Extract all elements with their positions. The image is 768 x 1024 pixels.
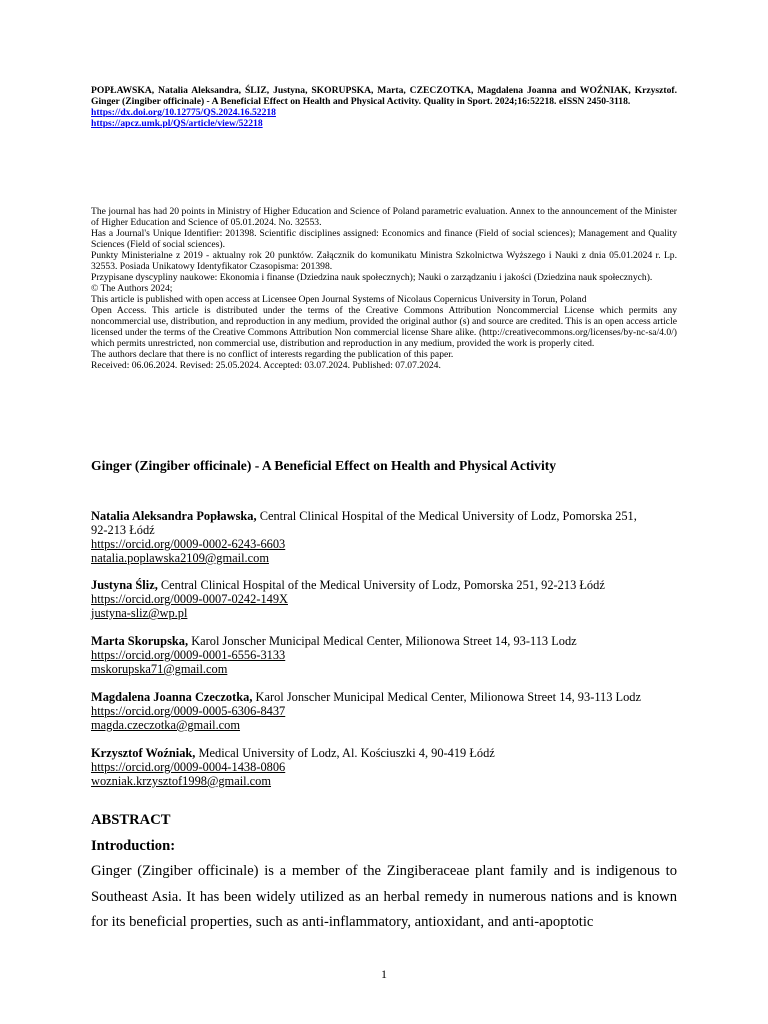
orcid-link[interactable]: https://orcid.org/0009-0004-1438-0806 xyxy=(91,760,286,774)
journal-info-line: Received: 06.06.2024. Revised: 25.05.2024. Accepted: 03.07.2024. Published: 07.07.2024. xyxy=(91,360,441,371)
introduction-paragraph: Ginger (Zingiber officinale) is a member of the Zingiberaceae plant family and is indigenous to Southeast Asia. It has been widely utilized as an herbal remedy in numerous nations and is known for its beneficial properties, such as anti-inflammatory, antioxidant, and anti-apoptotic xyxy=(91,863,677,930)
author-name: Magdalena Joanna Czeczotka, xyxy=(91,690,253,704)
journal-info-line: Open Access. This article is distributed under the terms of the Creative Commons Attribution Noncommercial License which permits any noncommercial use, distribution, and reproduction in any medium, provided the original author (s) and source are credited. This is an open access article licensed under the terms of the Creative Commons Attribution Non commercial license Share alike. (http://creativecommons.org/licenses/by-nc-sa/4.0/) which permits unrestricted, non commercial use, distribution and reproduction in any medium, provided the work is properly cited. xyxy=(91,305,677,349)
journal-info-line: Has a Journal's Unique Identifier: 201398. Scientific disciplines assigned: Economics and finance (Field of social sciences); Management and Quality Sciences (Field of social sciences). xyxy=(91,228,677,250)
journal-info-line: Punkty Ministerialne z 2019 - aktualny rok 20 punktów. Załącznik do komunikatu Ministra Szkolnictwa Wyższego i Nauki z dnia 05.01.2024 r. Lp. 32553. Posiada Unikatowy Identyfikator Czasopisma: 201398. xyxy=(91,250,677,272)
citation-block xyxy=(91,85,677,129)
author-affiliation: Medical University of Lodz, Al. Kościuszki 4, 90-419 Łódź xyxy=(198,746,495,760)
article-link[interactable]: https://apcz.umk.pl/QS/article/view/52218 xyxy=(91,118,263,129)
journal-info-line: The authors declare that there is no conflict of interests regarding the publication of this paper. xyxy=(91,349,454,360)
author-affiliation: Karol Jonscher Municipal Medical Center, Milionowa Street 14, 93-113 Lodz xyxy=(191,634,577,648)
email-link[interactable]: magda.czeczotka@gmail.com xyxy=(91,718,241,732)
author-entry xyxy=(91,509,691,565)
orcid-link[interactable]: https://orcid.org/0009-0001-6556-3133 xyxy=(91,648,286,662)
doi-link[interactable]: https://dx.doi.org/10.12775/QS.2024.16.52218 xyxy=(91,107,276,118)
introduction-heading: Introduction: xyxy=(91,838,176,854)
email-link[interactable]: natalia.poplawska2109@gmail.com xyxy=(91,551,269,565)
email-link[interactable]: justyna-sliz@wp.pl xyxy=(91,606,188,620)
author-entry xyxy=(91,578,691,620)
author-affiliation: Karol Jonscher Municipal Medical Center, Milionowa Street 14, 93-113 Lodz xyxy=(255,690,642,704)
author-name: Natalia Aleksandra Popławska, xyxy=(91,509,257,523)
author-affiliation: Central Clinical Hospital of the Medical University of Lodz, Pomorska 251, 92-213 Łódź xyxy=(160,578,605,592)
article-title: Ginger (Zingiber officinale) - A Beneficial Effect on Health and Physical Activity xyxy=(91,458,557,473)
journal-info-line: This article is published with open access at Licensee Open Journal Systems of Nicolaus Copernicus University in Torun, Poland xyxy=(91,294,587,305)
author-entry xyxy=(91,746,691,788)
author-affiliation: Central Clinical Hospital of the Medical University of Lodz, Pomorska 251, xyxy=(259,509,637,523)
author-entry xyxy=(91,690,691,732)
journal-info-line: The journal has had 20 points in Ministry of Higher Education and Science of Poland parametric evaluation. Annex to the announcement of the Minister of Higher Education and Science of 05.01.2024. No. 32553. xyxy=(91,206,677,228)
journal-info-line: Przypisane dyscypliny naukowe: Ekonomia i finanse (Dziedzina nauk społecznych); Nauki o zarządzaniu i jakości (Dziedzina nauk społecznych). xyxy=(91,272,653,283)
email-link[interactable]: wozniak.krzysztof1998@gmail.com xyxy=(91,774,272,788)
orcid-link[interactable]: https://orcid.org/0009-0007-0242-149X xyxy=(91,592,288,606)
journal-info-line: © The Authors 2024; xyxy=(91,283,173,294)
email-link[interactable]: mskorupska71@gmail.com xyxy=(91,662,228,676)
orcid-link[interactable]: https://orcid.org/0009-0005-6306-8437 xyxy=(91,704,286,718)
journal-info-block xyxy=(91,206,677,371)
author-affiliation-cont: 92-213 Łódź xyxy=(91,523,155,537)
abstract-heading: ABSTRACT xyxy=(91,812,171,828)
author-name: Marta Skorupska, xyxy=(91,634,189,648)
author-name: Krzysztof Woźniak, xyxy=(91,746,196,760)
citation-text: POPŁAWSKA, Natalia Aleksandra, ŚLIZ, Justyna, SKORUPSKA, Marta, CZECZOTKA, Magdalena Joanna and WOŹNIAK, Krzysztof. Ginger (Zingiber officinale) - A Beneficial Effect on Health and Physical Activity. Quality in Sport. 2024;16:52218. eISSN 2450-3118. xyxy=(91,85,677,107)
orcid-link[interactable]: https://orcid.org/0009-0002-6243-6603 xyxy=(91,537,286,551)
page-number: 1 xyxy=(381,967,387,981)
author-entry xyxy=(91,634,691,676)
author-name: Justyna Śliz, xyxy=(91,578,158,592)
